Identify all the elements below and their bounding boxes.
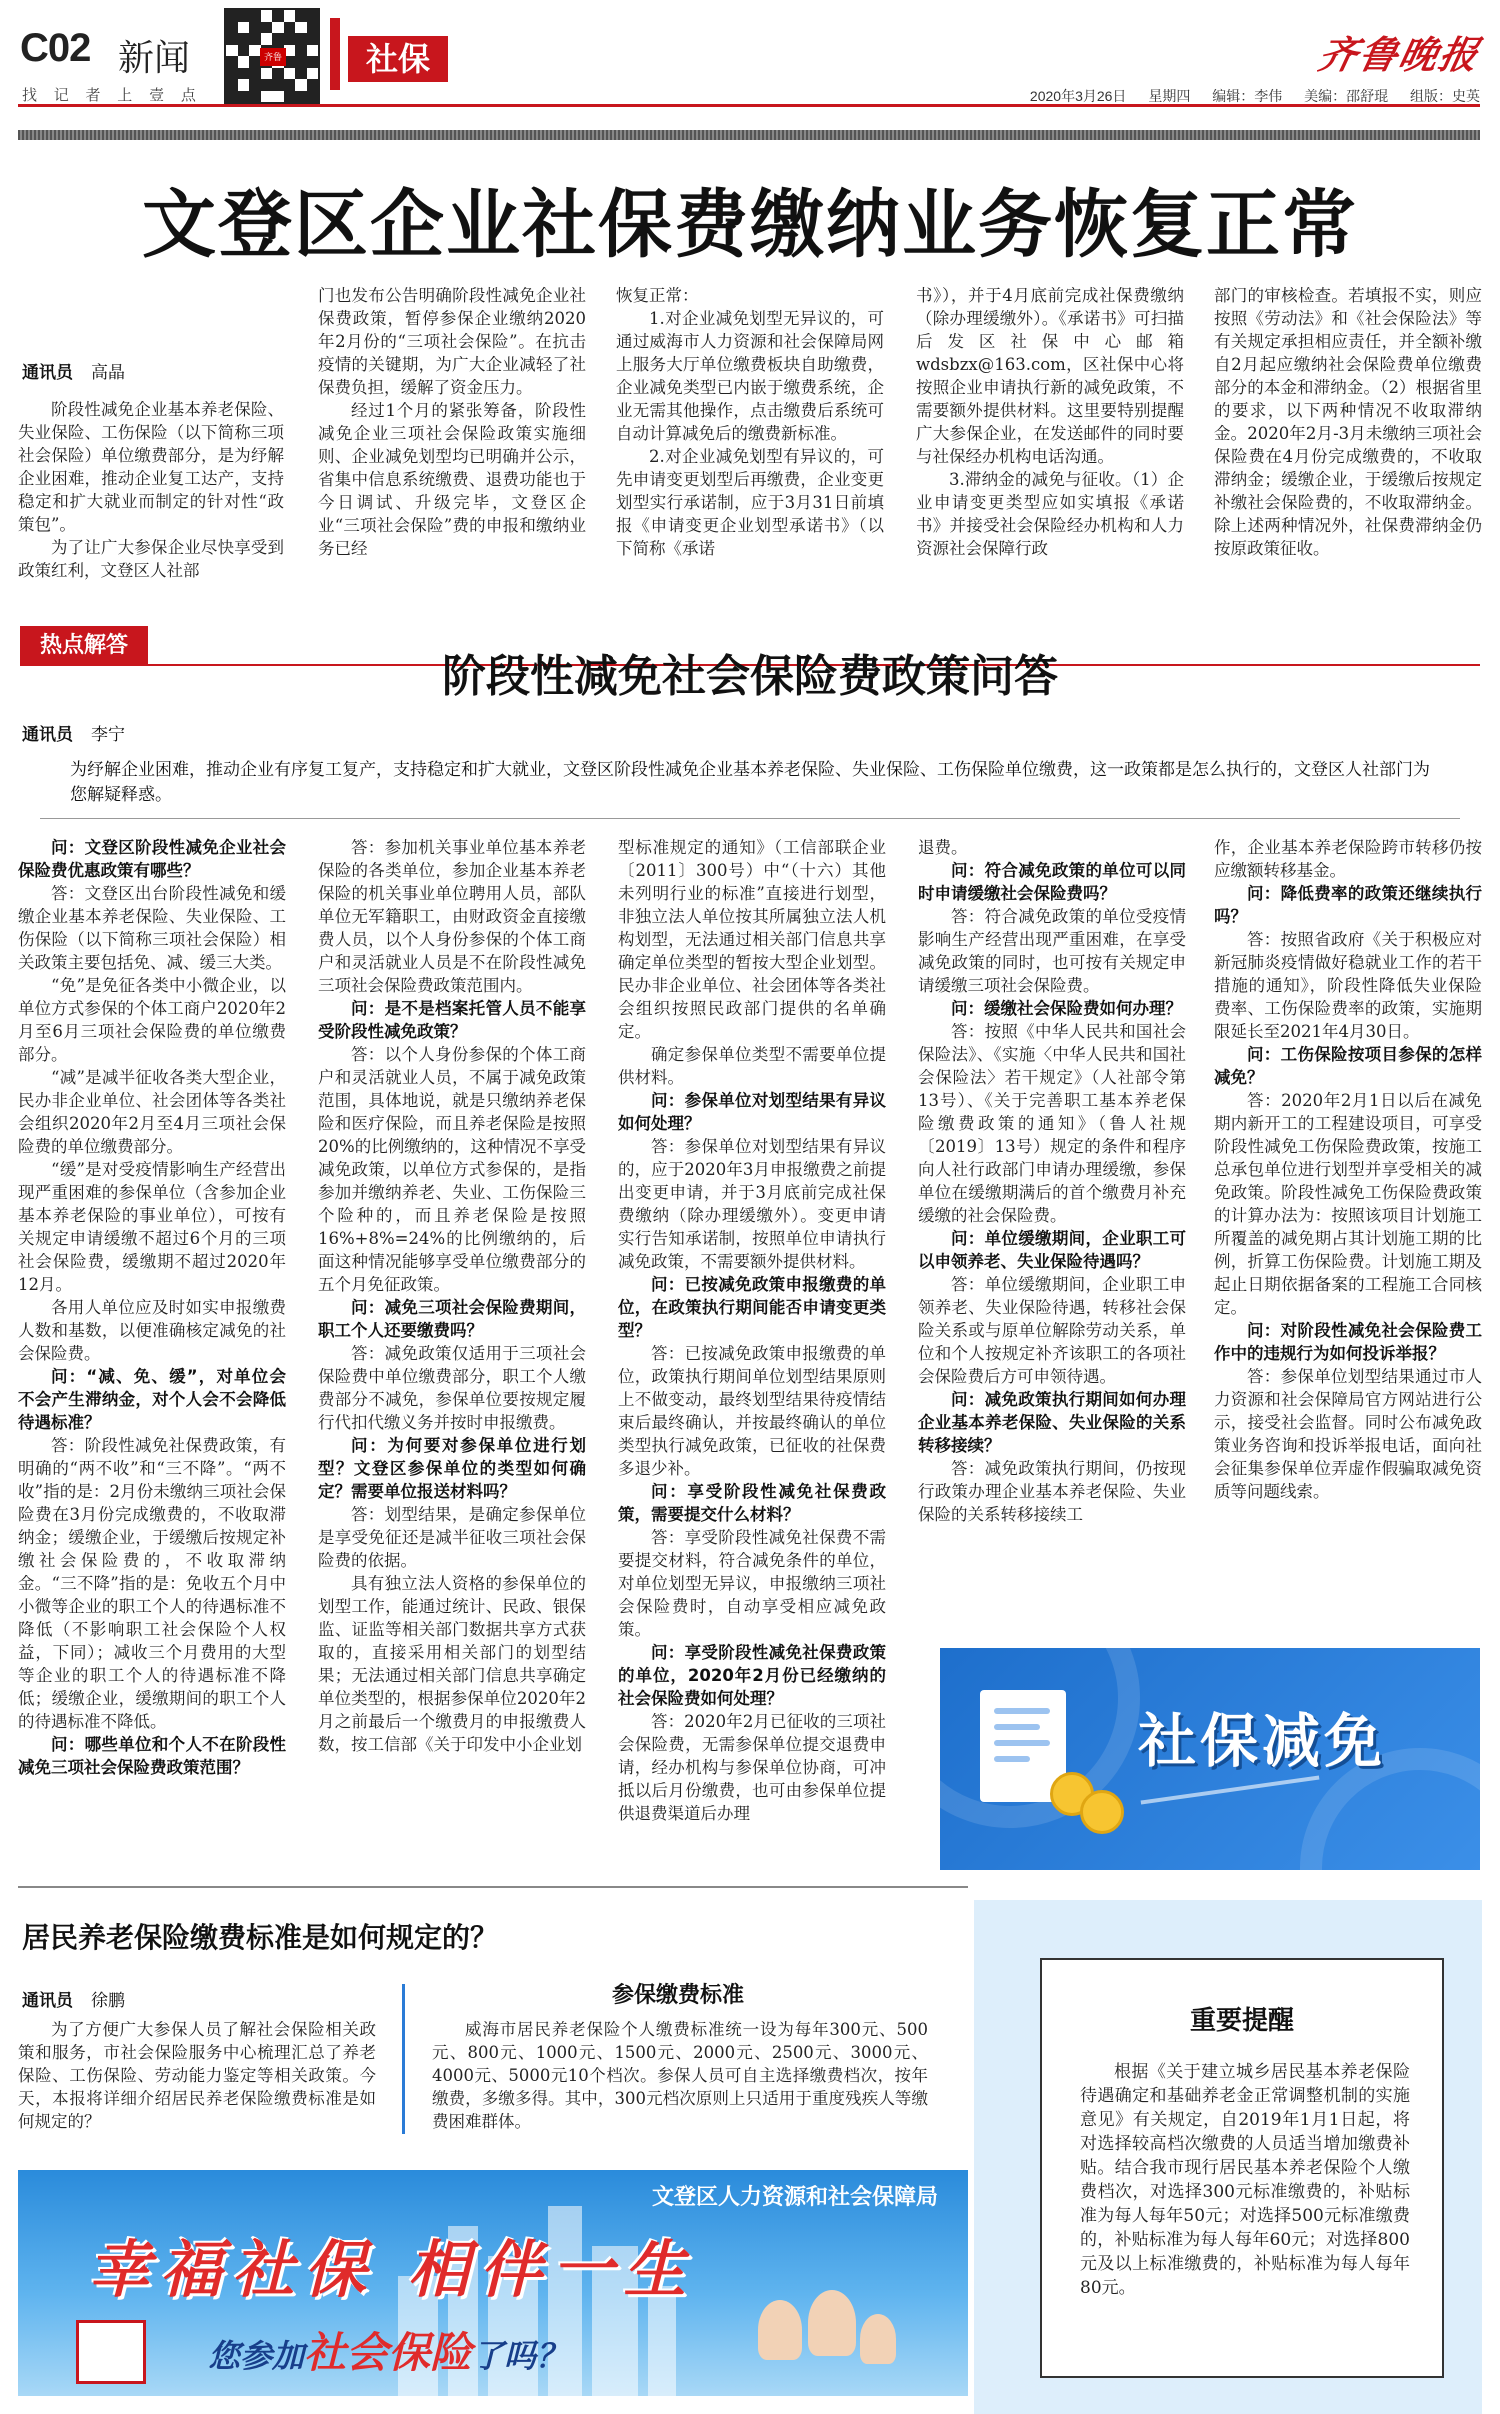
paragraph: 恢复正常： — [616, 286, 699, 305]
intro-divider — [40, 818, 1460, 819]
hot-topic-label: 热点解答 — [20, 626, 148, 666]
story3-column-2 — [432, 2018, 928, 2138]
answer: 各用人单位应及时如实申报缴费人数和基数，以便准确核定减免的社会保险费。 — [18, 1298, 286, 1363]
page-slogan: 找 记 者 上 壹 点 — [22, 86, 202, 104]
answer: 答：2020年2月已征收的三项社会保险费，无需参保单位提交退费申请，经办机构与参保单位协商，可冲抵以后月份缴费，也可由参保单位提供退费渠道后办理 — [618, 1712, 886, 1823]
byline-label: 通讯员 — [22, 1991, 73, 2011]
answer: 确定参保单位类型不需要单位提供材料。 — [618, 1045, 886, 1087]
paragraph: 书》），并于4月底前完成社保费缴纳（除办理缓缴外）。《承诺书》可扫描后发区社保中心邮箱wdsbzx@163.com，区社保中心将按照企业申请执行新的减免政策，不需要额外提供材料。这里要特别提醒广大参保企业，在发送邮件的同时要与社保经办机构电话沟通。 — [916, 286, 1184, 466]
paper-plane-trail — [1141, 1775, 1320, 1804]
qa-column-1 — [18, 836, 286, 1866]
story1-column-3 — [616, 284, 884, 596]
answer: 答：以个人身份参保的个体工商户和灵活就业人员，不属于减免政策范围，具体地说，就是只缴纳养老保险和医疗保险，而且养老保险是按照20%的比例缴纳的，这种情况不享受减免政策，以单位方式参保的，是指参加并缴纳养老、失业、工伤保险三个险种的，而且养老保险是按照16%+8%=24%的比例缴纳的，后面这种情况能够享受单位缴费部分的五个月免征政策。 — [318, 1045, 586, 1294]
section-name: 新闻 — [118, 37, 191, 78]
answer: 答：文登区出台阶段性减免和缓缴企业基本养老保险、失业保险、工伤保险（以下简称三项社会保险）相关政策主要包括免、减、缓三大类。 — [18, 884, 286, 972]
story3-byline — [22, 1986, 125, 2011]
question: 问：是不是档案托管人员不能享受阶段性减免政策？ — [318, 999, 586, 1041]
relief-banner — [940, 1648, 1480, 1870]
answer: “减”是减半征收各类大型企业，民办非企业单位、社会团体等各类社会组织2020年2月至4月三项社会保险费的单位缴费部分。 — [18, 1068, 286, 1156]
answer: 退费。 — [918, 838, 968, 857]
answer: 答：减免政策仅适用于三项社会保险费中单位缴费部分，职工个人缴费部分不减免，参保单位要按规定履行代扣代缴义务并按时申报缴费。 — [318, 1344, 586, 1432]
notice-box — [1040, 1958, 1444, 2378]
question-suffix: 了吗？ — [472, 2337, 569, 2375]
question: 问：符合减免政策的单位可以同时申请缓缴社会保险费吗？ — [918, 861, 1186, 903]
footer-question — [208, 2320, 568, 2380]
footer-department: 文登区人力资源和社会保障局 — [651, 2185, 938, 2210]
story1-headline: 文登区企业社保费缴纳业务恢复正常 — [142, 182, 1358, 268]
question: 问：减免政策执行期间如何办理企业基本养老保险、失业保险的关系转移接续？ — [918, 1390, 1186, 1455]
footer-banner — [18, 2170, 968, 2396]
story3-subheadline: 参保缴费标准 — [611, 1983, 744, 2008]
family-illustration — [738, 2290, 908, 2396]
question: 问：降低费率的政策还继续执行吗？ — [1214, 884, 1482, 926]
designer-credit: 美编：邵舒琨 — [1304, 88, 1389, 104]
story1-byline — [22, 358, 125, 383]
answer: 具有独立法人资格的参保单位的划型工作，能通过统计、民政、银保监、证监等相关部门数据共享方式获取的，直接采用相关部门的划型结果；无法通过相关部门信息共享确定单位类型的，根据参保单位2020年2月之前最后一个缴费月的申报缴费人数，按工信部《关于印发中小企业划 — [318, 1574, 586, 1754]
answer: 答：减免政策执行期间，仍按现行政策办理企业基本养老保险、失业保险的关系转移接续工 — [918, 1459, 1186, 1524]
notice-title: 重要提醒 — [1189, 2006, 1294, 2036]
byline-name: 高晶 — [91, 363, 125, 383]
answer: 答：享受阶段性减免社保费不需要提交材料，符合减免条件的单位，对单位划型无异议，申报缴纳三项社会保险费时，自动享受相应减免政策。 — [618, 1528, 886, 1639]
paragraph: 2.对企业减免划型有异议的，可先申请变更划型后再缴费，企业变更划型实行承诺制，应于3月31日前填报《申请变更企业划型承诺书》（以下简称《承诺 — [616, 447, 884, 558]
answer: 答：已按减免政策申报缴费的单位，政策执行期间单位划型结果原则上不做变动，最终划型结果待疫情结束后最终确认，并按最终确认的单位类型执行减免政策，已征收的社保费多退少补。 — [618, 1344, 886, 1478]
editor-credit: 编辑：李伟 — [1212, 88, 1283, 104]
qa-column-4 — [918, 836, 1186, 1636]
byline-label: 通讯员 — [22, 363, 73, 383]
story1-column-4 — [916, 284, 1184, 596]
question: 问：享受阶段性减免社保费政策的单位，2020年2月份已经缴纳的社会保险费如何处理？ — [618, 1643, 886, 1708]
answer: “缓”是对受疫情影响生产经营出现严重困难的参保单位（含参加企业基本养老保险的事业单位），可按有关规定申请缓缴不超过6个月的三项社会保险费，缓缴期不超过2020年12月。 — [18, 1160, 286, 1294]
story3-headline: 居民养老保险缴费标准是如何规定的？ — [22, 1921, 499, 1954]
qa-column-5 — [1214, 836, 1482, 1636]
answer: 答：单位缓缴期间，企业职工申领养老、失业保险待遇，转移社会保险关系或与原单位解除劳动关系，单位和个人按规定补齐该职工的各项社会保险费后方可申领待遇。 — [918, 1275, 1186, 1386]
answer: 答：参保单位对划型结果有异议的，应于2020年3月申报缴费之前提出变更申请，并于3月底前完成社保费缴纳（除办理缓缴外）。变更申请实行告知承诺制，按照单位申请执行减免政策，不需要额外提供材料。 — [618, 1137, 886, 1271]
answer: 答：2020年2月1日以后在减免期内新开工的工程建设项目，可享受阶段性减免工伤保险费政策，按施工总承包单位进行划型并享受相关的减免政策。阶段性减免工伤保险费政策的计算办法为：按照该项目计划施工所覆盖的减免期占其计划施工期的比例，折算工伤保险费。计划施工期及起止日期依据备案的工程施工合同核定。 — [1214, 1091, 1482, 1317]
answer: 作，企业基本养老保险跨市转移仍按应缴额转移基金。 — [1214, 838, 1482, 880]
answer: 答：划型结果，是确定参保单位是享受免征还是减半征收三项社会保险费的依据。 — [318, 1505, 586, 1570]
paragraph: 1.对企业减免划型无异议的，可通过威海市人力资源和社会保障局网上服务大厅单位缴费板块自助缴费，企业减免类型已内嵌于缴费系统，企业无需其他操作，点击缴费后系统可自动计算减免后的缴费新标准。 — [616, 309, 884, 443]
paragraph: 3.滞纳金的减免与征收。（1）企业申请变更类型应如实填报《承诺书》并接受社会保险经办机构和人力资源社会保障行政 — [916, 470, 1184, 558]
section-divider — [18, 1886, 968, 1888]
question: 问：已按减免政策申报缴费的单位，在政策执行期间能否申请变更类型？ — [618, 1275, 886, 1340]
paragraph: 为了让广大参保企业尽快享受到政策红利，文登区人社部 — [18, 538, 284, 580]
question: 问：减免三项社会保险费期间，职工个人还要缴费吗？ — [318, 1298, 586, 1340]
qa-column-3 — [618, 836, 886, 1866]
layout-credit: 组版：史英 — [1410, 88, 1480, 104]
byline-label: 通讯员 — [22, 725, 73, 745]
notice-body: 根据《关于建立城乡居民基本养老保险待遇确定和基础养老金正常调整机制的实施意见》有关规定，自2019年1月1日起，将对选择较高档次缴费的人员适当增加缴费补贴。结合我市现行居民基本养老保险个人缴费档次，对选择300元标准缴费的，补贴标准为每人每年50元；对选择500元标准缴费的，补贴标准为每人每年60元；对选择800元及以上标准缴费的，补贴标准为每人每年80元。 — [1080, 2062, 1410, 2298]
paragraph: 阶段性减免企业基本养老保险、失业保险、工伤保险（以下简称三项社会保险）单位缴费部分，是为纾解企业困难，推动企业复工达产，支持稳定和扩大就业而制定的针对性“政策包”。 — [18, 400, 284, 534]
byline-name: 李宁 — [91, 725, 125, 745]
paragraph: 威海市居民养老保险个人缴费标准统一设为每年300元、500元、800元、1000元、1500元、2000元、2500元、3000元、4000元、5000元10个档次。参保人员可自主选择缴费档次，按年缴费，多缴多得。其中，300元档次原则上只适用于重度残疾人等缴费困难群体。 — [432, 2020, 928, 2131]
answer: 答：符合减免政策的单位受疫情影响生产经营出现严重困难，在享受减免政策的同时，也可按有关规定申请缓缴三项社会保险费。 — [918, 907, 1186, 995]
question: 问：享受阶段性减免社保费政策，需要提交什么材料？ — [618, 1482, 886, 1524]
answer: 答：按照《中华人民共和国社会保险法》、《实施〈中华人民共和国社会保险法〉若干规定》（人社部令第13号）、《关于完善职工基本养老保险缴费政策的通知》（鲁人社规〔2019〕13号）规定的条件和程序向人社行政部门申请办理缓缴，参保单位在缓缴期满后的首个缴费月补充缓缴的社会保险费。 — [918, 1022, 1186, 1225]
masthead — [0, 0, 1500, 128]
page-number: C02 — [20, 26, 91, 70]
paragraph: 经过1个月的紧张筹备，阶段性减免企业三项社会保险政策实施细则、企业减免划型均已明确并公示，省集中信息系统缴费、退费功能也于今日调试、升级完毕，文登区企业“三项社会保险”费的申报和缴纳业务已经 — [318, 401, 586, 558]
story2-intro: 为纾解企业困难，推动企业有序复工复产，支持稳定和扩大就业，文登区阶段性减免企业基本养老保险、失业保险、工伤保险单位缴费，这一政策都是怎么执行的，文登区人社部门为您解疑释惑。 — [70, 760, 1430, 805]
question-keyword: 社会保险 — [304, 2328, 473, 2377]
section-tab — [330, 18, 470, 90]
byline-name: 徐鹏 — [91, 1991, 125, 2011]
issue-weekday: 星期四 — [1148, 88, 1191, 104]
relief-banner-title: 社保减免 — [1138, 1707, 1387, 1775]
story1-column-1 — [18, 398, 284, 596]
coin-icon — [1080, 1790, 1124, 1834]
notice-panel — [974, 1900, 1482, 2414]
qr-badge: 齐鲁 — [260, 48, 286, 66]
paragraph: 部门的审核检查。若填报不实，则应按照《劳动法》和《社会保险法》等有关规定承担相应责任，并全额补缴自2月起应缴纳社会保险费单位缴费部分的本金和滞纳金。（2）根据省里的要求，以下两种情况不收取滞纳金。2020年2月-3月未缴纳三项社会保险费在4月份完成缴费的，不收取滞纳金；缓缴企业，于缓缴后按规定补缴社会保险费的，不收取滞纳金。除上述两种情况外，社保费滞纳金仍按原政策征收。 — [1214, 286, 1482, 558]
house-icon — [76, 2320, 146, 2384]
qr-code[interactable] — [224, 8, 320, 104]
blue-accent-rule — [402, 1984, 405, 2134]
answer: 型标准规定的通知》（工信部联企业〔2011〕300号）中“（十六）其他未列明行业的标准”直接进行划型，非独立法人单位按其所属独立法人机构划型，无法通过相关部门信息共享确定单位类型的暂按大型企业划型。民办非企业单位、社会团体等各类社会组织按照民政部门提供的名单确定。 — [618, 838, 886, 1041]
story2-headline: 阶段性减免社会保险费政策问答 — [442, 651, 1058, 702]
answer: 答：参加机关事业单位基本养老保险的各类单位，参加企业基本养老保险的机关事业单位聘用人员，部队单位无军籍职工，由财政资金直接缴费人员，以个人身份参保的个体工商户和灵活就业人员是不在阶段性减免三项社会保险费政策范围内。 — [318, 838, 586, 995]
answer: “免”是免征各类中小微企业，以单位方式参保的个体工商户2020年2月至6月三项社会保险费的单位缴费部分。 — [18, 976, 286, 1064]
paragraph: 门也发布公告明确阶段性减免企业社保费政策，暂停参保企业缴纳2020年2月份的“三项社会保险”。在抗击疫情的关键期，为广大企业减轻了社保费负担，缓解了资金压力。 — [318, 286, 586, 397]
newspaper-logo: 齐鲁晚报 — [1314, 32, 1485, 77]
question: 问：缓缴社会保险费如何办理？ — [951, 999, 1182, 1018]
footer-slogan: 幸福社保 相伴一生 — [88, 2233, 696, 2306]
issue-meta — [1012, 86, 1480, 106]
answer: 答：参保单位划型结果通过市人力资源和社会保障局官方网站进行公示，接受社会监督。同时公布减免政策业务咨询和投诉举报电话，面向社会征集参保单位弄虚作假骗取减免资质等问题线索。 — [1214, 1367, 1482, 1501]
story2-byline — [22, 720, 125, 745]
question: 问：哪些单位和个人不在阶段性减免三项社会保险费政策范围？ — [18, 1735, 286, 1777]
answer: 答：按照省政府《关于积极应对新冠肺炎疫情做好稳就业工作的若干措施的通知》，阶段性降低失业保险费率、工伤保险费率的政策，实施期限延长至2021年4月30日。 — [1214, 930, 1482, 1041]
question: 问：“减、免、缓”，对单位会不会产生滞纳金，对个人会不会降低待遇标准？ — [18, 1367, 286, 1432]
question: 问：对阶段性减免社会保险费工作中的违规行为如何投诉举报？ — [1214, 1321, 1482, 1363]
section-tab-label: 社保 — [348, 36, 448, 82]
masthead-thick-rule — [18, 130, 1480, 140]
story1-column-2 — [318, 284, 586, 596]
question-prefix: 您参加 — [208, 2337, 305, 2375]
question: 问：单位缓缴期间，企业职工可以申领养老、失业保险待遇吗？ — [918, 1229, 1186, 1271]
story3-column-1 — [18, 2018, 376, 2138]
issue-date: 2020年3月26日 — [1029, 88, 1127, 104]
question: 问：参保单位对划型结果有异议如何处理？ — [618, 1091, 886, 1133]
question: 问：工伤保险按项目参保的怎样减免？ — [1214, 1045, 1482, 1087]
paragraph: 为了方便广大参保人员了解社会保险相关政策和服务，市社会保险服务中心梳理汇总了养老保险、工伤保险、劳动能力鉴定等相关政策。今天，本报将详细介绍居民养老保险缴费标准是如何规定的？ — [18, 2020, 376, 2131]
question: 问：文登区阶段性减免企业社会保险费优惠政策有哪些？ — [18, 838, 286, 880]
qa-column-2 — [318, 836, 586, 1866]
answer: 答：阶段性减免社保费政策，有明确的“两不收”和“三不降”。“两不收”指的是：2月份未缴纳三项社会保险费在3月份完成缴费的，不收取滞纳金；缓缴企业，于缓缴后按规定补缴社会保险费的，不收取滞纳金。“三不降”指的是：免收五个月中小微等企业的职工个人的待遇标准不降低（不影响职工社会保险个人权益，下同）；减收三个月费用的大型等企业的职工个人的待遇标准不降低；缓缴企业，缓缴期间的职工个人的待遇标准不降低。 — [18, 1436, 286, 1731]
question: 问：为何要对参保单位进行划型？文登区参保单位的类型如何确定？需要单位报送材料吗？ — [318, 1436, 586, 1501]
story1-column-5 — [1214, 284, 1482, 596]
